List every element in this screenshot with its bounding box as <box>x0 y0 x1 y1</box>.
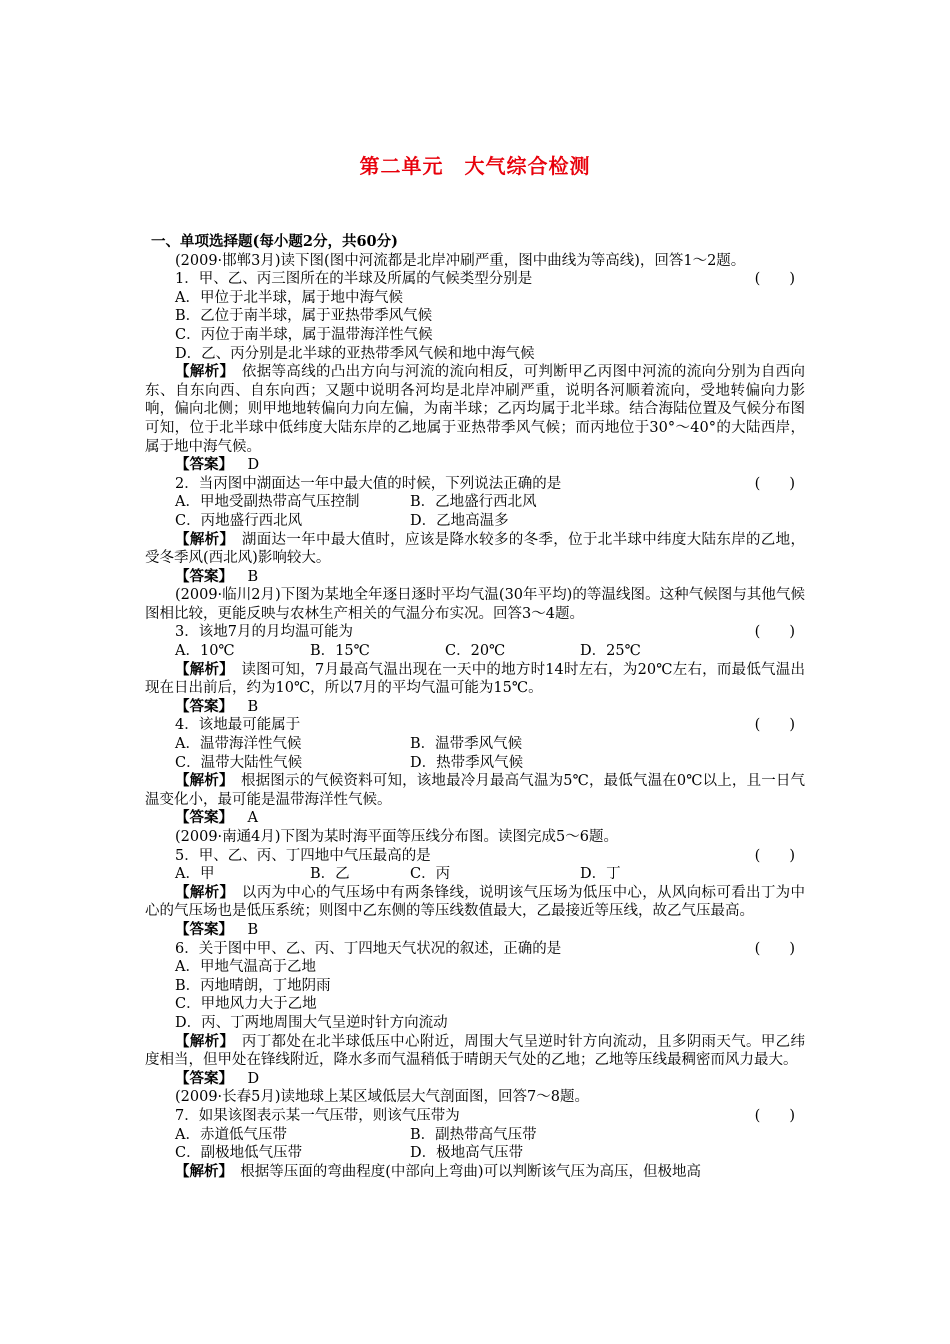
option: C．丙位于南半球，属于温带海洋性气候 <box>175 326 433 343</box>
option: B．乙位于南半球，属于亚热带季风气候 <box>175 308 433 325</box>
question-stem: 5．甲、乙、丙、丁四地中气压最高的是 ( ) <box>175 847 795 864</box>
option-row: C．温带大陆性气候 D．热带季风气候 <box>175 754 524 771</box>
analysis-text: 【解析】 读图可知，7月最高气温出现在一天中的地方时14时左右，为20℃左右，而最低气温出现在日出前后，约为10℃，所以7月的平均气温可能为15℃。 <box>145 660 806 697</box>
question-stem: 3．该地7月的月均温可能为 ( ) <box>175 624 795 641</box>
section-heading: 一、单项选择题(每小题2分，共60分) <box>151 233 398 250</box>
option: B．丙地晴朗，丁地阴雨 <box>175 977 331 994</box>
option-row: A．赤道低气压带 B．副热带高气压带 <box>175 1126 537 1143</box>
intro-text: (2009·邯郸3月)读下图(图中河流都是北岸冲刷严重，图中曲线为等高线)，回答1～2题。 <box>175 252 746 269</box>
question-stem: 4．该地最可能属于 ( ) <box>175 717 795 734</box>
answer-line: 【答案】 B <box>175 697 259 715</box>
option-row: A．甲地受副热带高气压控制 B．乙地盛行西北风 <box>175 494 537 511</box>
analysis-text: 【解析】 依据等高线的凸出方向与河流的流向相反，可判断甲乙丙图中河流的流向分别为自西向东、自东向西、自东向西；又题中说明各河均是北岸冲刷严重，说明各河顺着流向，受地转偏向力影响，偏向北侧；则甲地地转偏向力向左偏，为南半球；乙丙均属于北半球。结合海陆位置及气候分布图可知，位于北半球中低纬度大陆东岸的乙地属于亚热带季风气候；而丙地位于30°～40°的大陆西岸，属于地中海气候。 <box>145 363 806 455</box>
document-body <box>145 233 805 1181</box>
option-row: A．10℃ B．15℃ C．20℃ D．25℃ <box>175 643 641 660</box>
answer-line: 【答案】 D <box>175 456 260 474</box>
answer-line: 【答案】 B <box>175 920 259 938</box>
intro-text: (2009·临川2月)下图为某地全年逐日逐时平均气温(30年平均)的等温线图。这种气候图与其他气候图相比较，更能反映与农林生产相关的气温分布实况。回答3～4题。 <box>145 587 805 622</box>
intro-text: (2009·长春5月)读地球上某区域低层大气剖面图，回答7～8题。 <box>175 1089 589 1106</box>
analysis-text: 【解析】 以丙为中心的气压场中有两条锋线，说明该气压场为低压中心，从风向标可看出丁为中心的气压场也是低压系统；则图中乙东侧的等压线数值最大，乙最接近等压线，故乙气压最高。 <box>145 883 806 920</box>
option: C．甲地风力大于乙地 <box>175 996 317 1013</box>
option-row: A．甲 B．乙 C．丙 D．丁 <box>175 866 621 883</box>
option-row: C．副极地低气压带 D．极地高气压带 <box>175 1145 524 1162</box>
intro-text: (2009·南通4月)下图为某时海平面等压线分布图。读图完成5～6题。 <box>175 829 618 845</box>
question-stem: 6．关于图中甲、乙、丙、丁四地天气状况的叙述，正确的是 ( ) <box>175 940 795 957</box>
answer-line: 【答案】 D <box>175 1069 260 1087</box>
option: D．丙、丁两地周围大气呈逆时针方向流动 <box>175 1014 448 1031</box>
option: A．甲位于北半球，属于地中海气候 <box>175 289 403 306</box>
answer-line: 【答案】 B <box>175 567 259 585</box>
page-title: 第二单元 大气综合检测 <box>359 154 591 178</box>
question-stem: 2．当丙图中湖面达一年中最大值的时候，下列说法正确的是 ( ) <box>175 475 795 492</box>
analysis-text: 【解析】 根据图示的气候资料可知，该地最冷月最高气温为5℃，最低气温在0℃以上，且一日气温变化小，最可能是温带海洋性气候。 <box>145 772 806 808</box>
analysis-text: 【解析】 湖面达一年中最大值时，应该是降水较多的冬季，位于北半球中纬度大陆东岸的乙地，受冬季风(西北风)影响较大。 <box>145 530 806 567</box>
answer-line: 【答案】 A <box>175 809 258 827</box>
analysis-text: 【解析】 根据等压面的弯曲程度(中部向上弯曲)可以判断该气压为高压，但极地高 <box>175 1162 702 1180</box>
analysis-text: 【解析】 丙丁都处在北半球低压中心附近，周围大气呈逆时针方向流动，且多阴雨天气。甲乙纬度相当，但甲处在锋线附近，降水多而气温稍低于晴朗天气处的乙地；乙地等压线最稠密而风力最大。 <box>145 1032 806 1069</box>
option: A．甲地气温高于乙地 <box>175 959 316 976</box>
question-stem: 1．甲、乙、丙三图所在的半球及所属的气候类型分别是 ( ) <box>175 271 795 288</box>
option: D．乙、丙分别是北半球的亚热带季风气候和地中海气候 <box>175 345 535 362</box>
question-stem: 7．如果该图表示某一气压带，则该气压带为 ( ) <box>175 1107 795 1124</box>
option-row: A．温带海洋性气候 B．温带季风气候 <box>175 736 523 753</box>
option-row: C．丙地盛行西北风 D．乙地高温多 <box>175 512 509 529</box>
